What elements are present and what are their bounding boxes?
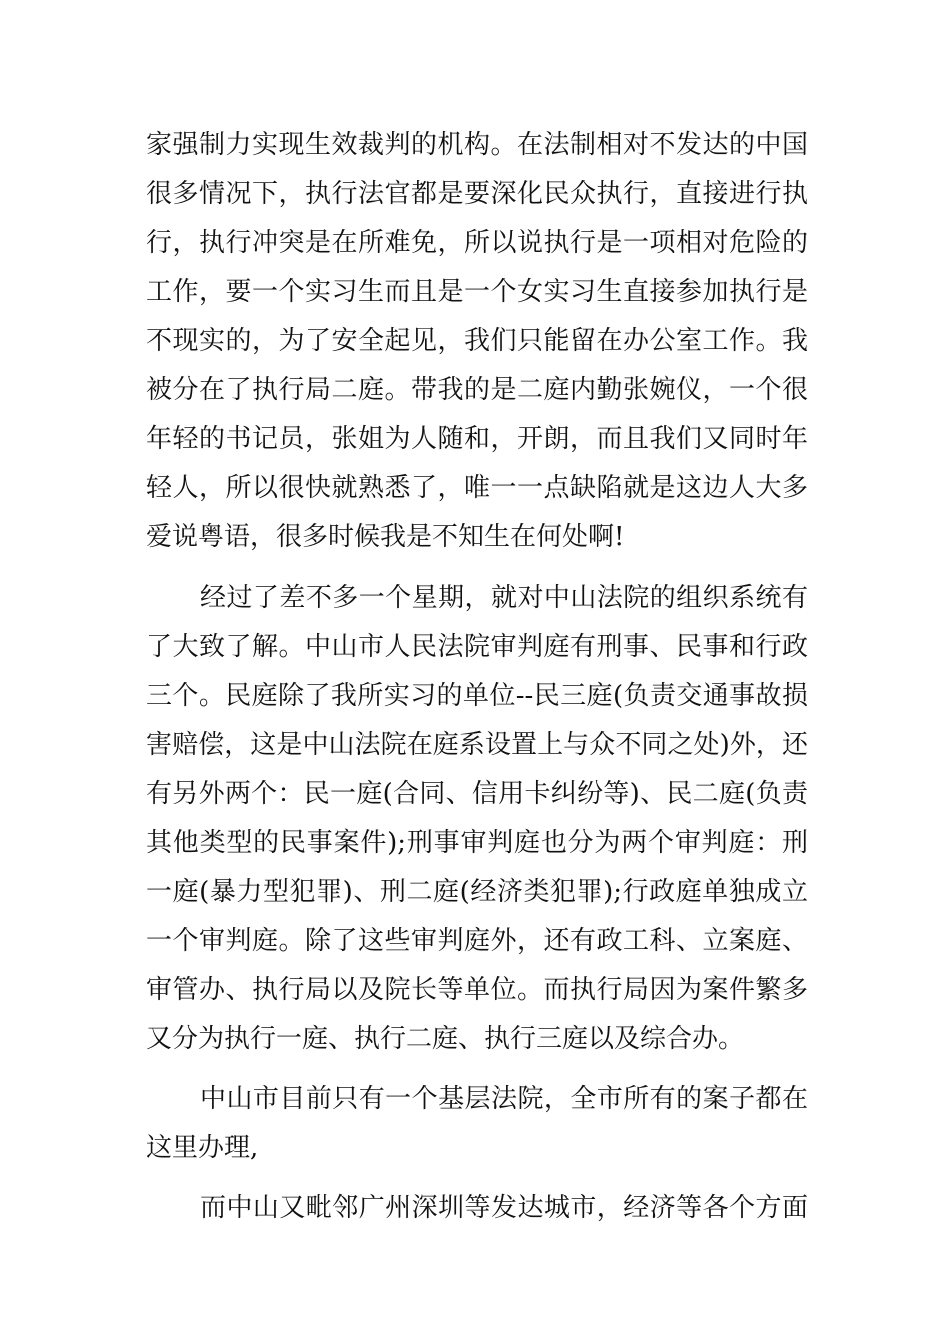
paragraph-1-line-8: 轻人，所以很快就熟悉了，唯一一点缺陷就是这边人大多 <box>146 473 808 503</box>
paragraph-1-line-3: 行，执行冲突是在所难免，所以说执行是一项相对危险的 <box>146 228 808 258</box>
paragraph-1-line-6: 被分在了执行局二庭。带我的是二庭内勤张婉仪，一个很 <box>146 375 808 405</box>
paragraph-2-line-6: 其他类型的民事案件);刑事审判庭也分为两个审判庭：刑 <box>146 828 808 858</box>
paragraph-3-line-2: 这里办理, <box>146 1133 259 1163</box>
paragraph-2-line-5: 有另外两个：民一庭(合同、信用卡纠纷等)、民二庭(负责 <box>146 779 808 809</box>
paragraph-2-line-2: 了大致了解。中山市人民法院审判庭有刑事、民事和行政 <box>146 632 808 662</box>
paragraph-4-line-1: 而中山又毗邻广州深圳等发达城市，经济等各个方面 <box>200 1193 808 1223</box>
paragraph-1-line-7: 年轻的书记员，张姐为人随和，开朗，而且我们又同时年 <box>146 424 808 454</box>
paragraph-1-line-5: 不现实的，为了安全起见，我们只能留在办公室工作。我 <box>146 326 808 356</box>
paragraph-2-line-9: 审管办、执行局以及院长等单位。而执行局因为案件繁多 <box>146 975 808 1005</box>
paragraph-1-line-1: 家强制力实现生效裁判的机构。在法制相对不发达的中国 <box>146 130 808 160</box>
paragraph-2-line-7: 一庭(暴力型犯罪)、刑二庭(经济类犯罪);行政庭单独成立 <box>146 877 808 907</box>
paragraph-3-line-1: 中山市目前只有一个基层法院，全市所有的案子都在 <box>200 1084 808 1114</box>
paragraph-1-line-9: 爱说粤语，很多时候我是不知生在何处啊! <box>146 522 625 552</box>
paragraph-1-line-4: 工作，要一个实习生而且是一个女实习生直接参加执行是 <box>146 277 808 307</box>
paragraph-2-line-3: 三个。民庭除了我所实习的单位--民三庭(负责交通事故损 <box>146 681 808 711</box>
paragraph-2-line-8: 一个审判庭。除了这些审判庭外，还有政工科、立案庭、 <box>146 926 808 956</box>
paragraph-1-line-2: 很多情况下，执行法官都是要深化民众执行，直接进行执 <box>146 179 808 209</box>
paragraph-2-line-1: 经过了差不多一个星期，就对中山法院的组织系统有 <box>200 583 808 613</box>
paragraph-2-line-10: 又分为执行一庭、执行二庭、执行三庭以及综合办。 <box>146 1024 745 1054</box>
paragraph-2-line-4: 害赔偿，这是中山法院在庭系设置上与众不同之处)外，还 <box>146 730 808 760</box>
